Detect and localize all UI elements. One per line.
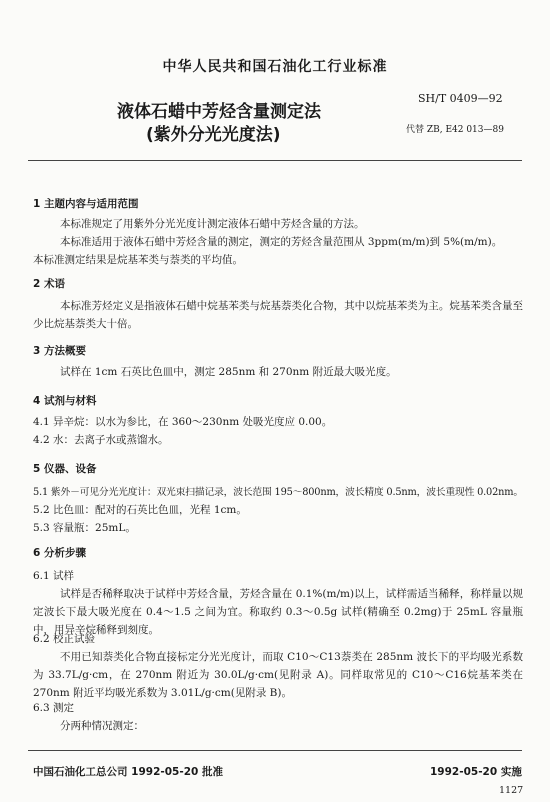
section-3-heading: 3 方法概要 — [33, 345, 86, 357]
section-6-3-heading: 6.3 测定 — [33, 702, 75, 714]
header-rule — [28, 160, 522, 161]
section-1-heading: 1 主题内容与适用范围 — [33, 198, 139, 210]
standard-number: SH/T 0409—92 — [418, 92, 503, 105]
replaces-note: 代替 ZB, E42 013—89 — [406, 125, 504, 135]
document-title: 液体石蜡中芳烃含量测定法 — [117, 102, 321, 122]
page-number: 1127 — [499, 785, 524, 796]
section-5-item-1: 5.1 紫外－可见分光光度计：双光束扫描记录，波长范围 195～800nm，波长精度 0.5nm，波长重现性 0.02nm。 — [33, 487, 523, 498]
section-1-para-1: 本标准规定了用紫外分光光度计测定液体石蜡中芳烃含量的方法。 — [60, 218, 365, 230]
section-4-heading: 4 试剂与材料 — [33, 395, 97, 407]
section-6-1-para: 试样是否稀释取决于试样中芳烃含量，芳烃含量在 0.1%(m/m)以上，试样需适当稀释，称样量以规定波长下最大吸光度在 0.4～1.5 之间为宜。称取约 0.3～0.5g 试样(精确至 0.2mg)于 25mL 容量瓶中，用异辛烷稀释到刻度。 — [33, 588, 523, 636]
section-5-heading: 5 仪器、设备 — [33, 463, 97, 475]
section-1-para-3: 本标准测定结果是烷基苯类与萘类的平均值。 — [33, 254, 243, 266]
section-2-heading: 2 术语 — [33, 278, 65, 290]
section-6-2-heading: 6.2 校正试验 — [33, 633, 96, 645]
section-6-heading: 6 分析步骤 — [33, 547, 86, 559]
section-6-1-heading: 6.1 试样 — [33, 570, 75, 582]
section-3-para-1: 试样在 1cm 石英比色皿中，测定 285nm 和 270nm 附近最大吸光度。 — [60, 366, 397, 378]
section-5-item-3: 5.3 容量瓶：25mL。 — [33, 522, 136, 534]
section-5-item-2: 5.2 比色皿：配对的石英比色皿，光程 1cm。 — [33, 504, 247, 516]
section-6-3-para: 分两种情况测定： — [60, 720, 144, 732]
section-2-para-1: 本标准芳烃定义是指液体石蜡中烷基苯类与烷基萘类化合物，其中以烷基苯类为主。烷基苯类含量至少比烷基萘类大十倍。 — [33, 300, 523, 330]
document-subtitle: (紫外分光光度法) — [146, 125, 281, 145]
implementation-date: 1992-05-20 实施 — [430, 766, 522, 778]
section-6-2-para: 不用已知萘类化合物直接标定分光光度计，而取 C10～C13萘类在 285nm 波长下的平均吸光系数为 33.7L/g·cm，在 270nm 附近为 30.0L/g·cm(见附录 A)。同样取常见的 C10～C16烷基苯类在 270nm 附近平均吸光系数为 3.01L/g·cm(见附录 B)。 — [33, 651, 523, 699]
org-standard-header: 中华人民共和国石油化工行业标准 — [162, 59, 388, 75]
section-4-item-2: 4.2 水：去离子水或蒸馏水。 — [33, 434, 169, 446]
section-4-item-1: 4.1 异辛烷：以水为参比，在 360～230nm 处吸光度应 0.00。 — [33, 416, 333, 428]
footer-rule — [28, 750, 522, 751]
section-1-para-2: 本标准适用于液体石蜡中芳烃含量的测定，测定的芳烃含量范围从 3ppm(m/m)到 5%(m/m)。 — [60, 236, 503, 248]
approval-note: 中国石油化工总公司 1992-05-20 批准 — [33, 766, 223, 778]
